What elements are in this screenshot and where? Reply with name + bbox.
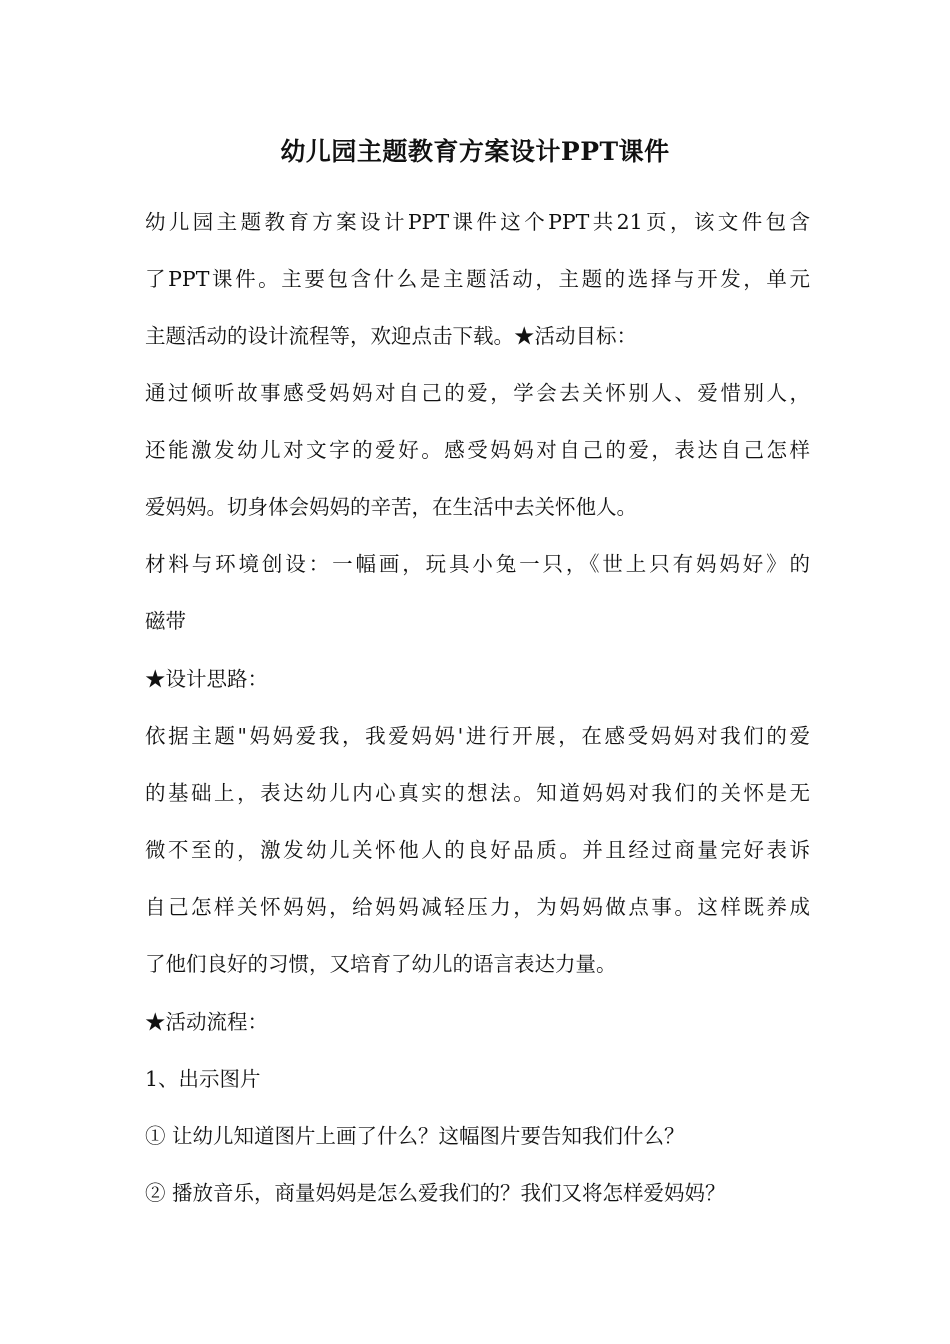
- paragraph-line: 材料与环境创设：一幅画，玩具小兔一只，《世上只有妈妈好》的: [145, 552, 810, 576]
- paragraph-line: 的基础上，表达幼儿内心真实的想法。知道妈妈对我们的关怀是无: [145, 781, 810, 805]
- paragraph-line: 依据主题"妈妈爱我，我爱妈妈'进行开展，在感受妈妈对我们的爱: [145, 724, 810, 748]
- document-title: 幼儿园主题教育方案设计PPT课件: [280, 137, 670, 166]
- list-item: 1、出示图片: [145, 1067, 261, 1091]
- paragraph-line: 微不至的，激发幼儿关怀他人的良好品质。并且经过商量完好表诉: [145, 838, 810, 862]
- paragraph-line: 幼儿园主题教育方案设计PPT课件这个PPT共21页，该文件包含: [145, 210, 810, 234]
- section-heading: ★活动流程：: [145, 1010, 268, 1034]
- paragraph-line: 爱妈妈。切身体会妈妈的辛苦，在生活中去关怀他人。: [145, 495, 637, 519]
- paragraph-line: 了PPT课件。主要包含什么是主题活动，主题的选择与开发，单元: [145, 267, 810, 291]
- paragraph-line: 通过倾听故事感受妈妈对自己的爱，学会去关怀别人、爱惜别人，: [145, 381, 810, 405]
- paragraph-line: 主题活动的设计流程等，欢迎点击下载。★活动目标：: [145, 324, 637, 348]
- paragraph-line: 自己怎样关怀妈妈，给妈妈减轻压力，为妈妈做点事。这样既养成: [145, 895, 810, 919]
- paragraph-line: 还能激发幼儿对文字的爱好。感受妈妈对自己的爱，表达自己怎样: [145, 438, 810, 462]
- paragraph-line: 了他们良好的习惯，又培育了幼儿的语言表达力量。: [145, 952, 617, 976]
- list-item: ① 让幼儿知道图片上画了什么？这幅图片要告知我们什么？: [145, 1124, 685, 1148]
- section-heading: ★设计思路：: [145, 667, 268, 691]
- list-item: ② 播放音乐，商量妈妈是怎么爱我们的？我们又将怎样爱妈妈？: [145, 1181, 726, 1205]
- paragraph-line: 磁带: [145, 609, 186, 633]
